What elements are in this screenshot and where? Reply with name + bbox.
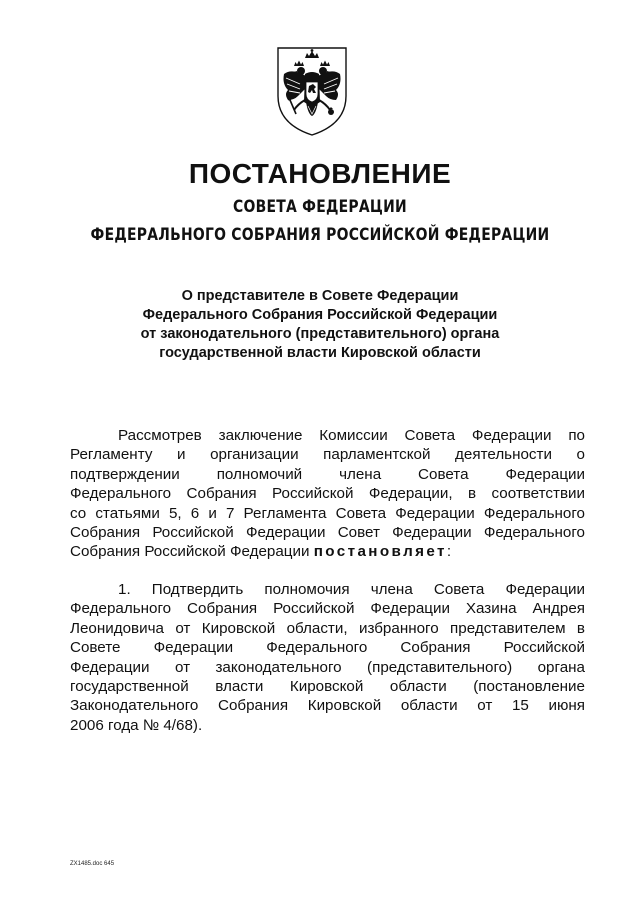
preamble-paragraph: [70, 426, 585, 562]
paragraph-line: подтверждении полномочий члена Совета Федерации: [70, 465, 585, 483]
paragraph-line: Собрания Российской Федерации Совет Федерации Федерального: [70, 524, 585, 542]
paragraph-line: со статьями 5, 6 и 7 Регламента Совета Федерации Федерального: [70, 504, 585, 522]
document-subject: [60, 287, 580, 363]
paragraph-line: Леонидовича от Кировской области, избранного представителем в: [70, 619, 585, 637]
paragraph-line: Федерального Собрания Российской Федерации Хазина Андрея: [70, 600, 585, 618]
paragraph-line: Рассмотрев заключение Комиссии Совета Федерации по: [118, 427, 585, 444]
paragraph-line: Совете Федерации Федерального Собрания Российской: [70, 639, 585, 657]
resolution-verb: постановляет: [313, 543, 447, 561]
issuer-line-1: СОВЕТА ФЕДЕРАЦИИ: [233, 197, 407, 217]
resolution-item-1: [70, 580, 585, 735]
paragraph-line: Федерального Собрания Российской Федерации, в соответствии: [70, 485, 585, 503]
subject-line: от законодательного (представительного) органа: [140, 326, 500, 342]
paragraph-line: 2006 года № 4/68).: [70, 716, 203, 734]
document-title: ПОСТАНОВЛЕНИЕ: [188, 158, 452, 189]
paragraph-line: Регламенту и организации парламентской деятельности о: [70, 446, 585, 464]
russian-coat-of-arms-icon: [272, 44, 352, 138]
paragraph-line: Федерации от законодательного (представительного) органа: [70, 658, 585, 676]
paragraph-line: Собрания Российской Федерации: [70, 543, 310, 561]
paragraph-line-final: [70, 542, 585, 561]
paragraph-line: Законодательного Собрания Кировской области от 15 июня: [70, 697, 585, 715]
subject-line: Федерального Собрания Российской Федерации: [142, 307, 498, 323]
document-footer-code: ZX1485.doc 645: [70, 861, 115, 867]
issuer-line-2: ФЕДЕРАЛЬНОГО СОБРАНИЯ РОССИЙСКОЙ ФЕДЕРАЦИИ: [90, 225, 550, 245]
resolution-colon: :: [446, 543, 452, 561]
paragraph-line: государственной власти Кировской области (постановление: [70, 678, 585, 696]
subject-line: государственной власти Кировской области: [159, 345, 481, 361]
subject-line: О представителе в Совете Федерации: [181, 288, 459, 304]
paragraph-line: 1. Подтвердить полномочия члена Совета Федерации: [118, 581, 585, 598]
